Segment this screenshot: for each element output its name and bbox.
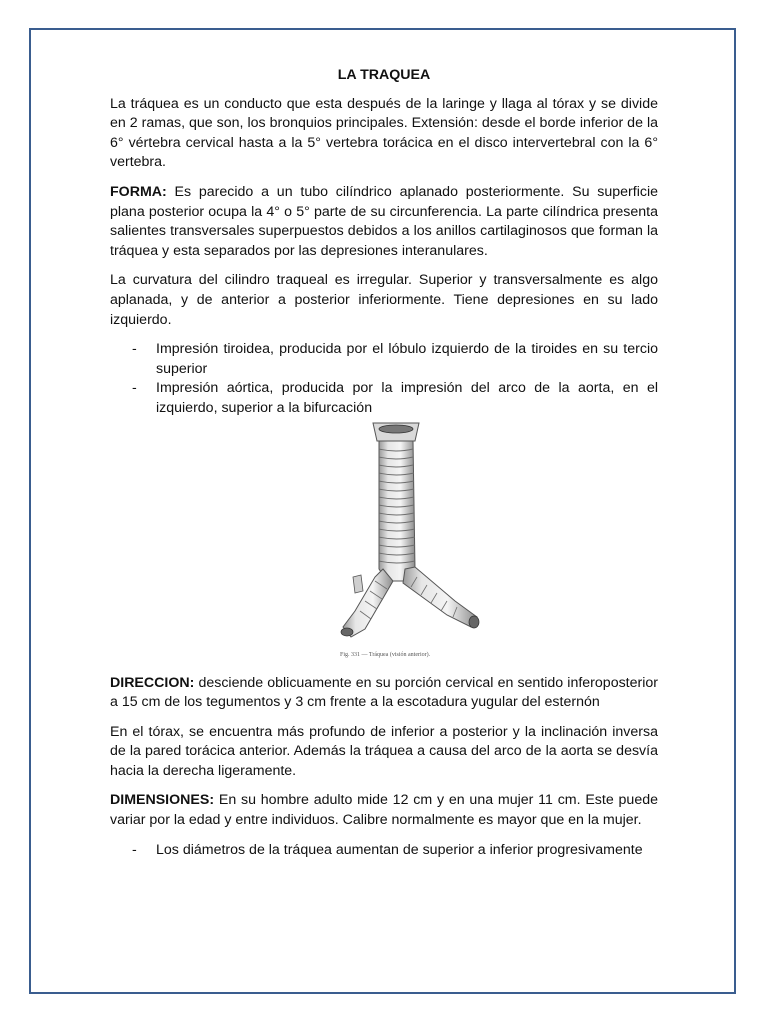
page-title: LA TRAQUEA [337,67,431,83]
dash-bullet: - [132,841,137,858]
dash-bullet: - [132,341,137,358]
dimensiones-paragraph [110,791,658,830]
trachea-illustration [335,419,485,651]
forma-text: Es parecido a un tubo cilíndrico aplanado posteriormente. Su superficie plana posterior ocupa la 4° o 5° parte de su circunferencia. La parte cilíndrica presenta salientes transversales superpuestos debidos a los anillos cartilaginosos que forman la tráquea y esta separados por las depresiones interanulares. [110,183,658,259]
document-body [110,66,658,860]
figure-caption: Fig. 331 — Tráquea (visión anterior). [340,651,431,658]
torax-paragraph: En el tórax, se encuentra más profundo de inferior a posterior y la inclinación inversa de la pared torácica anterior. Además la tráquea a causa del arco de la aorta se desvía hacia la derecha ligeramente. [110,723,658,779]
diametros-list [110,841,658,861]
direccion-paragraph [110,674,658,713]
dimensiones-label: DIMENSIONES: [110,792,215,809]
intro-paragraph: La tráquea es un conducto que esta después de la laringe y llaga al tórax y se divide en 2 ramas, que son, los bronquios principales. Extensión: desde el borde inferior de la 6° vértebra cervical hasta a la 5° vertebra torácica en el disco intervertebral con la 6° vertebra. [110,95,658,171]
trachea-figure [110,419,658,664]
list-item: - Impresión tiroidea, producida por el lóbulo izquierdo de la tiroides en su tercio superior [132,341,658,377]
depresiones-list [110,340,658,418]
forma-label: FORMA: [110,183,167,200]
list-item: - Impresión aórtica, producida por la impresión del arco de la aorta, en el izquierdo, superior a la bifurcación [132,380,658,416]
curvatura-paragraph: La curvatura del cilindro traqueal es irregular. Superior y transversalmente es algo aplanada, y de anterior a posterior inferiormente. Tiene depresiones en su lado izquierdo. [110,272,658,328]
dimensiones-text: En su hombre adulto mide 12 cm y en una mujer 11 cm. Este puede variar por la edad y entre individuos. Calibre normalmente es mayor que en la mujer. [110,792,658,829]
list-item: - Los diámetros de la tráquea aumentan de superior a inferior progresivamente [110,841,658,861]
forma-paragraph [110,183,658,261]
direccion-label: DIRECCION: [110,674,195,691]
direccion-text: desciende oblicuamente en su porción cervical en sentido inferoposterior a 15 cm de los tegumentos y 3 cm frente a la escotadura yugular del esternón [110,674,658,711]
dash-bullet: - [132,380,137,397]
